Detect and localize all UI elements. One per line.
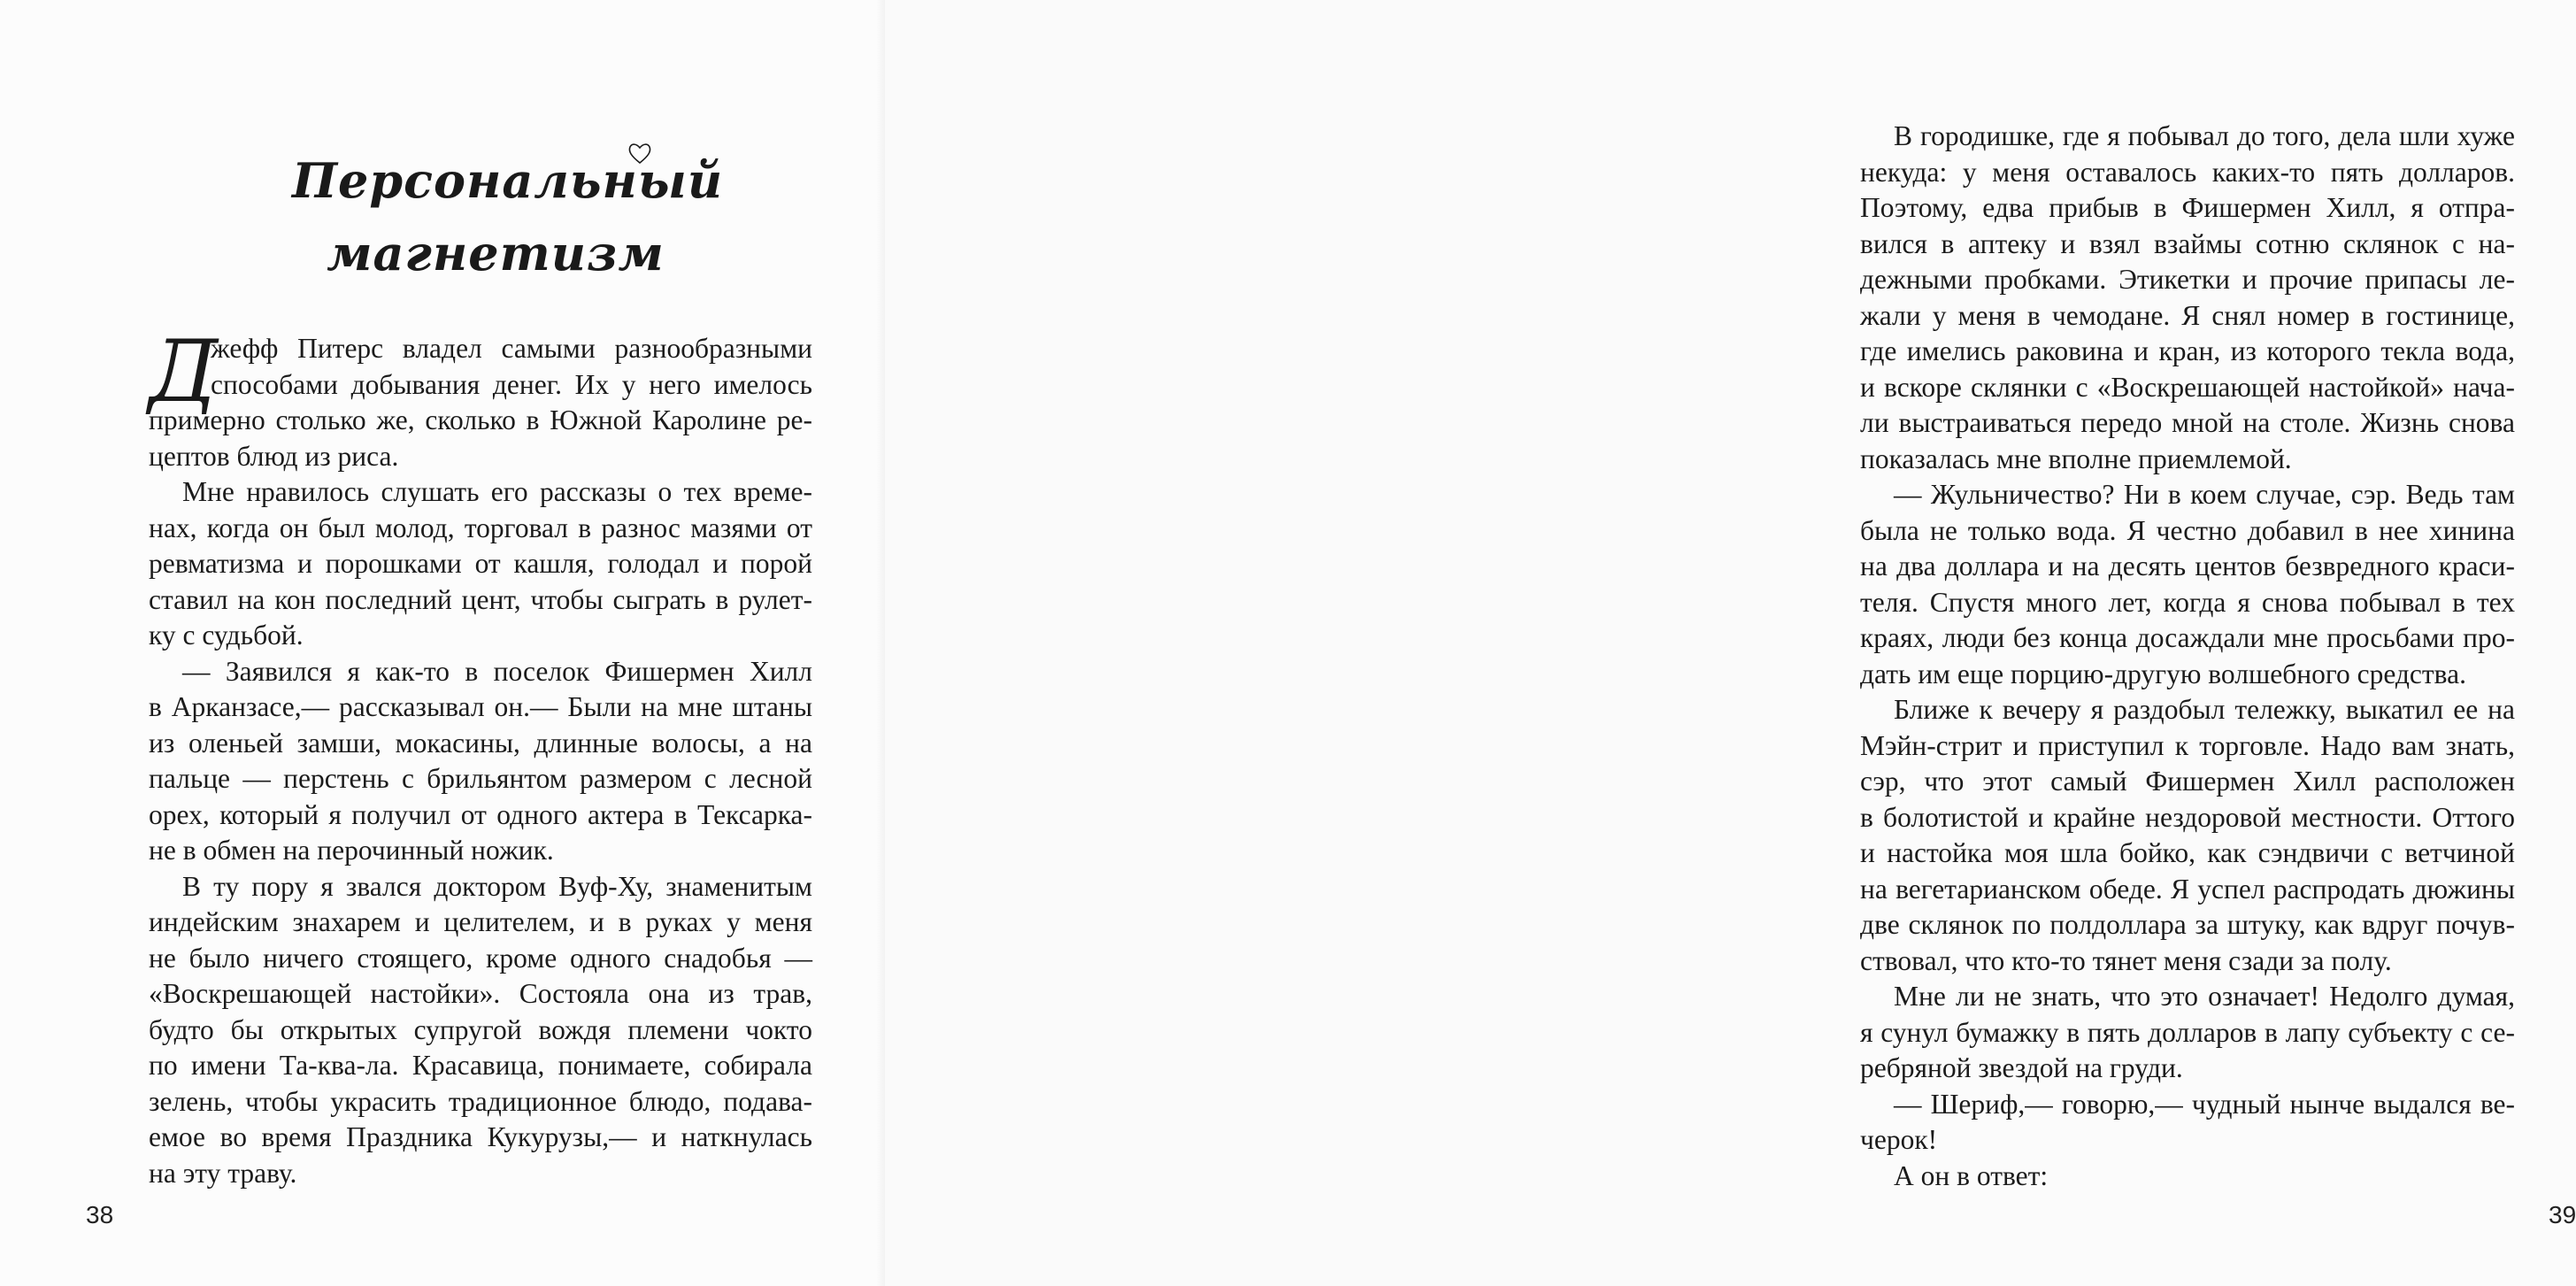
text-line: пальце — перстень с брильянтом размером с лесной [149,763,812,794]
text-line: емое во время Праздника Кукурузы,— и наткнулась [149,1121,812,1152]
text-line: ставил на кон последний цент, чтобы сыграть в рулет- [149,583,812,615]
text-line: теля. Спустя много лет, когда я снова побывал в тех [1860,586,2515,618]
text-line: из оленьей замши, мокасины, длинные волосы, а на [149,727,812,759]
text-line: жали у меня в чемодане. Я снял номер в гостинице, [1860,299,2515,331]
text-line: цептов блюд из риса. [149,440,399,472]
right-page-text [1860,119,2515,1194]
text-line: индейским знахарем и целителем, и в руках у меня [149,906,812,937]
text-line: «Воскрешающей настойки». Состояла она из трав, [149,978,812,1009]
text-line: Мэйн-стрит и приступил к торговле. Надо вам знать, [1860,729,2515,761]
text-line: жефф Питерс владел самыми разнообразными [211,333,812,364]
text-line: примерно столько же, сколько в Южной Каролине ре- [149,404,812,435]
text-line: вился в аптеку и взял взаймы сотню склянок с на- [1860,227,2515,259]
text-line: ствовал, что кто-то тянет меня сзади за полу. [1860,944,2392,976]
text-line: по имени Та-ква-ла. Красавица, понимаете, собирала [149,1050,812,1081]
text-line: А он в ответ: [1894,1159,2049,1191]
text-line: будто бы открытых супругой вождя племени чокто [149,1013,812,1045]
text-line: не в обмен на перочинный ножик. [149,835,554,866]
text-line: Ближе к вечеру я раздобыл тележку, выкатил ее на [1894,694,2515,725]
text-line: в болотистой и крайне нездоровой местности. Оттого [1860,801,2515,833]
text-line: на два доллара и на десять центов безвредного краси- [1860,551,2515,581]
text-line: краях, люди без конца досаждали мне просьбами про- [1860,622,2515,653]
drop-cap: Д [149,322,219,421]
text-line: — Заявился я как-то в поселок Фишермен Хилл [182,655,812,687]
page-number-left: 38 [86,1201,114,1228]
text-line: дежными пробками. Этикетки и прочие припасы ле- [1860,264,2515,295]
page-number-right: 39 [2549,1201,2576,1228]
text-line: ревматизма и порошками от кашля, голодал и порой [149,548,812,579]
text-line: я сунул бумажку в пять долларов в лапу субъекту с се- [1860,1016,2515,1048]
text-line: Поэтому, едва прибыв в Фишермен Хилл, я отпра- [1860,192,2515,223]
text-line: В городишке, где я побывал до того, дела шли хуже [1894,120,2515,151]
text-line: способами добывания денег. Их у него имелось [211,368,812,400]
text-line: дать им еще порцию-другую волшебного средства. [1860,658,2466,689]
text-line: показалась мне вполне приемлемой. [1860,443,2292,474]
heart-ornament-icon [627,140,653,166]
text-line: ребряной звездой на груди. [1860,1052,2183,1083]
text-line: — Шериф,— говорю,— чудный нынче выдался ве- [1894,1088,2515,1120]
text-line: В ту пору я звался доктором Вуф-Ху, знаменитым [182,870,812,902]
text-line: ку с судьбой. [149,620,304,651]
text-line: черок! [1860,1124,1938,1155]
text-line: и настойка моя шла бойко, как сэндвичи с ветчиной [1860,837,2515,868]
text-line: была не только вода. Я честно добавил в нее хинина [1860,514,2515,546]
chapter-title-line-2: магнетизм [327,225,665,281]
text-line: Мне нравилось слушать его рассказы о тех време- [182,476,812,507]
text-line: ли выстраиваться передо мной на столе. Жизнь снова [1860,407,2515,438]
chapter-title-line-1: Персональный [292,152,724,209]
text-line: две склянок по полдоллара за штуку, как вдруг почув- [1860,909,2515,940]
text-line: орех, который я получил от одного актера в Тексарка- [149,798,812,830]
left-page [0,0,885,1286]
text-line: в Арканзасе,— рассказывал он.— Были на мне штаны [149,691,812,722]
text-line: не было ничего стоящего, кроме одного снадобья — [149,942,812,974]
text-line: сэр, что этот самый Фишермен Хилл расположен [1860,766,2515,797]
text-line: на вегетарианском обеде. Я успел распродать дюжины [1860,873,2515,905]
right-page [885,0,2576,1286]
text-line: — Жульничество? Ни в коем случае, сэр. Ведь там [1894,479,2515,510]
text-line: где имелись раковина и кран, из которого текла вода, [1860,335,2515,366]
text-line: зелень, чтобы украсить традиционное блюдо, подава- [149,1085,812,1117]
text-line: некуда: у меня оставалось каких-то пять долларов. [1860,156,2515,188]
text-line: нах, когда он был молод, торговал в разнос мазями от [149,512,812,543]
text-line: и вскоре склянки с «Воскрешающей настойкой» нача- [1860,371,2515,403]
left-page-text [149,322,812,1191]
text-line: Мне ли не знать, что это означает! Недолго думая, [1894,981,2515,1012]
text-line: на эту траву. [149,1157,297,1189]
